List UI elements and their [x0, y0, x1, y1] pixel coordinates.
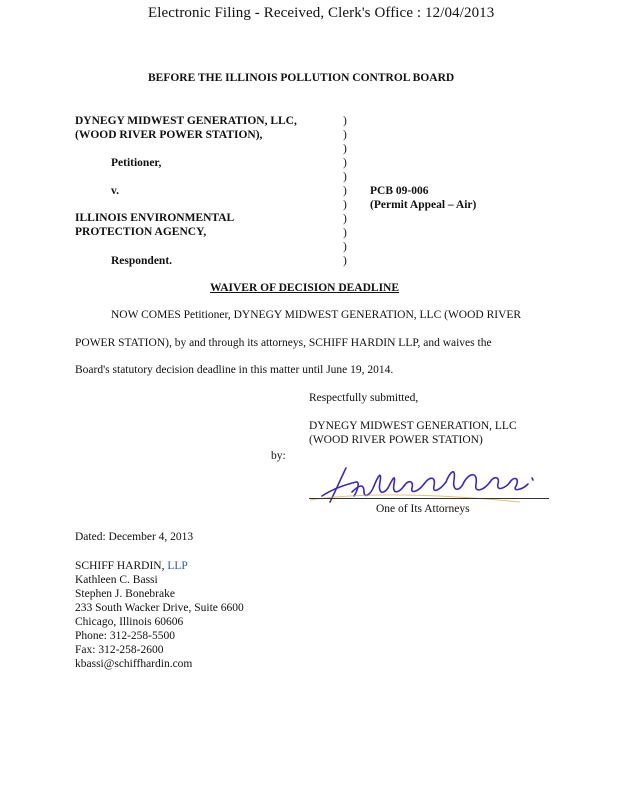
caption-paren: )	[343, 213, 347, 225]
firm-email[interactable]: kbassi@schiffhardin.com	[75, 658, 193, 670]
respondent-name-line2: PROTECTION AGENCY,	[75, 226, 207, 238]
body-line-3: Board's statutory decision deadline in this matter until June 19, 2014.	[75, 364, 394, 376]
attorney-2: Stephen J. Bonebrake	[75, 588, 175, 600]
firm-name	[75, 559, 188, 573]
caption-paren: )	[343, 129, 347, 141]
firm-city: Chicago, Illinois 60606	[75, 616, 184, 628]
caption-paren: )	[343, 171, 347, 183]
caption-paren: )	[343, 227, 347, 239]
caption-paren: )	[343, 199, 347, 211]
petitioner-role: Petitioner,	[111, 157, 162, 169]
firm-fax: Fax: 312-258-2600	[75, 644, 164, 656]
petitioner-name-line2: (WOOD RIVER POWER STATION),	[75, 129, 263, 141]
by-label: by:	[271, 450, 286, 462]
firm-phone: Phone: 312-258-5500	[75, 630, 175, 642]
closing: Respectfully submitted,	[309, 392, 419, 404]
case-number: PCB 09-006	[370, 185, 429, 197]
versus: v.	[111, 185, 119, 197]
body-line-2: POWER STATION), by and through its attorneys, SCHIFF HARDIN LLP, and waives the	[75, 337, 492, 349]
firm-street: 233 South Wacker Drive, Suite 6600	[75, 602, 244, 614]
signatory-entity-line2: (WOOD RIVER POWER STATION)	[309, 434, 483, 446]
date-line: Dated: December 4, 2013	[75, 531, 194, 543]
firm-name-main: SCHIFF HARDIN,	[75, 560, 168, 572]
case-type: (Permit Appeal – Air)	[370, 199, 477, 211]
handwritten-signature	[300, 462, 560, 507]
signatory-role: One of Its Attorneys	[376, 503, 470, 515]
caption-paren: )	[343, 157, 347, 169]
respondent-role: Respondent.	[111, 255, 173, 267]
filing-header: Electronic Filing - Received, Clerk's Office : 12/04/2013	[148, 5, 495, 21]
signatory-entity-line1: DYNEGY MIDWEST GENERATION, LLC	[309, 420, 517, 432]
caption-paren: )	[343, 115, 347, 127]
caption-paren: )	[343, 255, 347, 267]
board-title: BEFORE THE ILLINOIS POLLUTION CONTROL BOARD	[148, 72, 455, 84]
caption-paren: )	[343, 143, 347, 155]
document-title: WAIVER OF DECISION DEADLINE	[210, 282, 400, 294]
firm-name-suffix: LLP	[167, 560, 188, 572]
attorney-1: Kathleen C. Bassi	[75, 574, 158, 586]
caption-paren: )	[343, 241, 347, 253]
body-line-1: NOW COMES Petitioner, DYNEGY MIDWEST GENERATION, LLC (WOOD RIVER	[111, 309, 522, 321]
respondent-name-line1: ILLINOIS ENVIRONMENTAL	[75, 212, 235, 224]
signature-line	[309, 498, 549, 499]
caption-paren: )	[343, 185, 347, 197]
petitioner-name-line1: DYNEGY MIDWEST GENERATION, LLC,	[75, 115, 297, 127]
